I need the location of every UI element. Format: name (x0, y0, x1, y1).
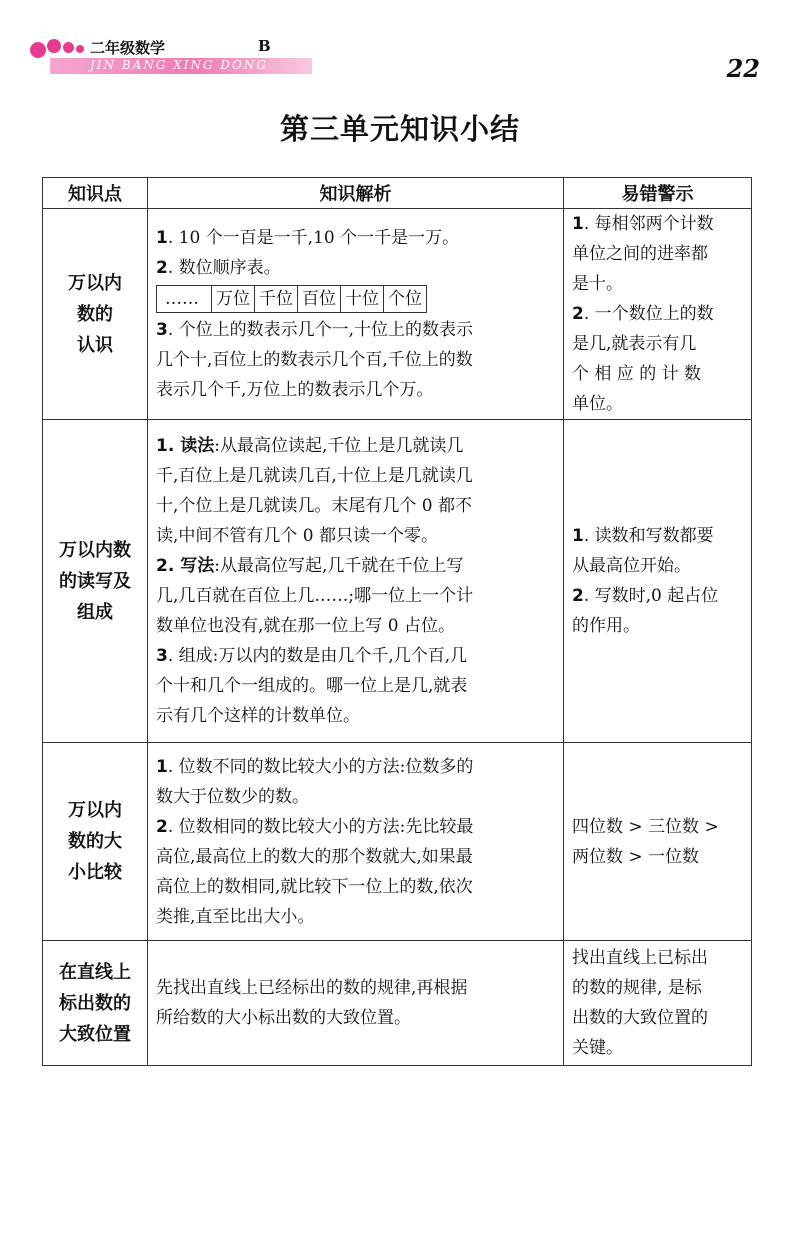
warning-line: 找出直线上已标出 (572, 948, 708, 968)
analysis-line (156, 551, 555, 581)
item-number: 2 (156, 258, 168, 278)
item-text: . 一个数位上的数 (583, 304, 714, 324)
warning-line (572, 209, 743, 239)
analysis-line: 先找出直线上已经标出的数的规律,再根据 (156, 978, 468, 998)
analysis-cell (148, 743, 564, 941)
place-cell: 个位 (384, 286, 427, 313)
place-cell: 百位 (298, 286, 341, 313)
item-number: 1 (572, 526, 584, 546)
analysis-line: 几个十,百位上的数表示几个百,千位上的数 (156, 350, 473, 370)
topic-line: 万以内 (68, 272, 122, 294)
item-number: 2 (572, 586, 584, 606)
item-text: :从最高位读起,千位上是几就读几 (214, 436, 464, 456)
warning-line: 两位数 > 一位数 (572, 846, 700, 867)
item-text: . 位数不同的数比较大小的方法:位数多的 (167, 756, 474, 777)
topic-line: 组成 (77, 601, 113, 623)
warning-line: 是十。 (572, 274, 623, 294)
warning-line (572, 521, 743, 551)
warning-cell (564, 941, 752, 1066)
topic-line: 认识 (77, 334, 113, 356)
analysis-line: 所给数的大小标出数的大致位置。 (156, 1008, 411, 1028)
item-keyword: . 写法 (167, 556, 215, 576)
topic-cell (43, 420, 148, 743)
warning-cell (564, 209, 752, 420)
analysis-line: 数大于位数少的数。 (156, 786, 309, 807)
table-header-row (43, 178, 752, 209)
table-row (43, 209, 752, 420)
analysis-line (156, 812, 555, 842)
decor-dot-medium (47, 39, 61, 53)
decor-dot-tiny (76, 45, 84, 53)
item-number: 2 (156, 816, 168, 837)
item-number: 3 (156, 646, 168, 666)
grade-subject: 二年级数学 (90, 39, 166, 57)
warning-cell (564, 743, 752, 941)
analysis-line: 数单位也没有,就在那一位上写 0 占位。 (156, 616, 456, 636)
analysis-line: 千,百位上是几就读几百,十位上是几就读几 (156, 466, 473, 486)
page-title: 第三单元知识小结 (279, 112, 520, 146)
analysis-line: 几,几百就在百位上几……;哪一位上一个计 (156, 586, 474, 606)
analysis-line (156, 752, 555, 782)
warning-line: 四位数 > 三位数 > (572, 816, 719, 837)
place-cell: 十位 (341, 286, 384, 313)
topic-line: 的读写及 (59, 570, 131, 592)
item-text: . 读数和写数都要 (583, 526, 714, 546)
knowledge-summary-table (42, 177, 752, 1066)
warning-line: 单位。 (572, 394, 623, 414)
analysis-line: 示有几个这样的计数单位。 (156, 706, 360, 726)
place-cell-ellipsis: …… (157, 286, 212, 313)
topic-line: 数的 (77, 303, 113, 325)
topic-line: 在直线上 (59, 961, 131, 983)
warning-line: 从最高位开始。 (572, 556, 691, 576)
topic-line: 大致位置 (59, 1023, 131, 1045)
header-warning: 易错警示 (564, 178, 752, 209)
warning-line (572, 581, 743, 611)
decor-dot-large (30, 42, 46, 58)
analysis-line: 高位上的数相同,就比较下一位上的数,依次 (156, 876, 473, 897)
page-number: 22 (726, 54, 760, 83)
item-number: 3 (156, 320, 168, 340)
item-number: 1 (572, 214, 584, 234)
table-row (43, 420, 752, 743)
analysis-line: 读,中间不管有几个 0 都只读一个零。 (156, 526, 439, 546)
analysis-line: 类推,直至比出大小。 (156, 906, 315, 927)
warning-line: 是几,就表示有几 (572, 334, 697, 354)
topic-line: 标出数的 (59, 992, 131, 1014)
place-cell: 万位 (212, 286, 255, 313)
item-text: . 每相邻两个计数 (583, 214, 714, 234)
topic-line: 数的大 (68, 831, 122, 852)
warning-line (572, 299, 743, 329)
page-header (26, 36, 296, 81)
header-analysis: 知识解析 (148, 178, 564, 209)
topic-line: 小比较 (68, 862, 122, 883)
warning-line: 个 相 应 的 计 数 (572, 364, 702, 384)
analysis-cell (148, 420, 564, 743)
item-number: 2 (572, 304, 584, 324)
analysis-cell (148, 941, 564, 1066)
topic-cell (43, 941, 148, 1066)
table-row (43, 743, 752, 941)
place-cell: 千位 (255, 286, 298, 313)
item-text: . 数位顺序表。 (167, 258, 281, 278)
table-row (43, 941, 752, 1066)
warning-line: 的作用。 (572, 616, 640, 636)
item-number: 2 (156, 556, 168, 576)
analysis-line: 个十和几个一组成的。哪一位上是几,就表 (156, 676, 468, 696)
analysis-line (156, 253, 555, 283)
item-number: 1 (156, 228, 168, 248)
item-keyword: . 读法 (167, 436, 215, 456)
decor-dot-small (63, 42, 74, 53)
analysis-line (156, 431, 555, 461)
analysis-line: 十,个位上是几就读几。末尾有几个 0 都不 (156, 496, 473, 516)
analysis-line: 高位,最高位上的数大的那个数就大,如果最 (156, 846, 473, 867)
topic-line: 万以内数 (59, 539, 131, 561)
analysis-line (156, 641, 555, 671)
edition-label: B (258, 37, 271, 55)
item-text: . 10 个一百是一千,10 个一千是一万。 (167, 228, 460, 248)
item-text: :从最高位写起,几千就在千位上写 (214, 556, 464, 576)
warning-line: 单位之间的进率都 (572, 244, 708, 264)
analysis-cell (148, 209, 564, 420)
series-name: JIN BANG XING DONG (90, 58, 268, 72)
analysis-line (156, 223, 555, 253)
place-value-table (156, 285, 427, 313)
item-text: . 个位上的数表示几个一,十位上的数表示 (167, 320, 474, 340)
topic-line: 万以内 (68, 800, 122, 821)
warning-line: 出数的大致位置的 (572, 1008, 708, 1028)
warning-line: 关键。 (572, 1038, 623, 1058)
warning-line: 的数的规律, 是标 (572, 978, 702, 998)
analysis-line: 表示几个千,万位上的数表示几个万。 (156, 380, 434, 400)
analysis-line (156, 315, 555, 345)
item-text: . 位数相同的数比较大小的方法:先比较最 (167, 816, 474, 837)
item-text: . 组成:万以内的数是由几个千,几个百,几 (167, 646, 468, 666)
item-number: 1 (156, 756, 168, 777)
header-topic: 知识点 (43, 178, 148, 209)
item-number: 1 (156, 436, 168, 456)
topic-cell (43, 743, 148, 941)
topic-cell (43, 209, 148, 420)
warning-cell (564, 420, 752, 743)
item-text: . 写数时,0 起占位 (583, 586, 719, 606)
series-band (50, 58, 312, 74)
